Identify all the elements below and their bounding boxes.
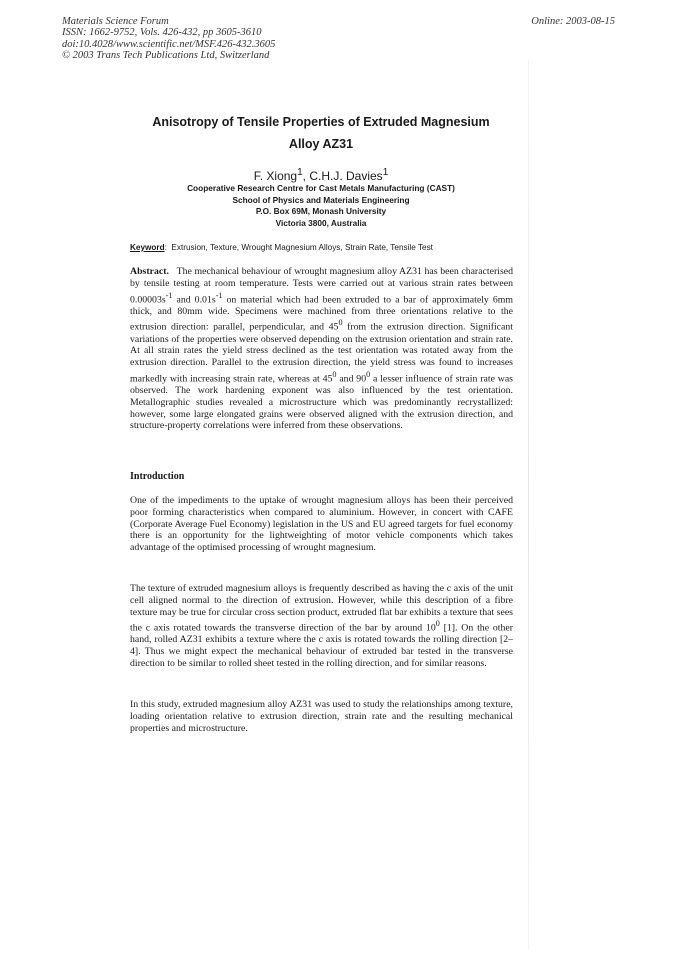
abstract-text: and 0.01s [172, 293, 216, 305]
paragraph-text-part: The texture of extruded magnesium alloys is frequently described as having the c axis of the unit cell aligned normal to the direction of extrusion. However, while this description of a fibre texture may be true for circular cross section product, extruded flat bar exhibits a texture that sees the c axis rotated towards the transverse direction of the bar by around 10 [130, 583, 513, 634]
keywords-colon: : [164, 243, 167, 252]
scan-margin-line [528, 60, 529, 950]
abstract-text: from the extrusion direction. Significant variations of the properties were observed depending on the extrusion orientation and strain rate. At all strain rates the yield stress declined as the test orientation was rotated away from the extrusion direction. Parallel to the extrusion direction, the yield stress was found to increases markedly with increasing strain rate, whereas at 45 [130, 321, 513, 385]
abstract-label: Abstract. [130, 266, 169, 277]
paragraph-text: One of the impediments to the uptake of wrought magnesium alloys has been their perceived poor forming characteristics when compared to aluminium. However, in concert with CAFE (Corporate Average Fuel Economy) legislation in the US and EU agreed targets for fuel economy there is an opportunity for the lightweighting of motor vehicle components which takes advantage of the optimised processing of wrought magnesium. [130, 495, 513, 554]
affiliation-block [130, 183, 512, 230]
author-separator: , [302, 169, 310, 183]
online-date: Online: 2003-08-15 [531, 16, 615, 27]
keywords-text: Extrusion, Texture, Wrought Magnesium Alloys, Strain Rate, Tensile Test [171, 243, 433, 252]
affiliation-line: School of Physics and Materials Engineering [232, 194, 410, 205]
affiliation-line: P.O. Box 69M, Monash University [255, 206, 387, 217]
author-1: F. Xiong [253, 169, 298, 183]
abstract-paragraph [130, 266, 513, 432]
author-list [130, 167, 512, 183]
paragraph-text: In this study, extruded magnesium alloy AZ31 was used to study the relationships among texture, loading orientation relative to extrusion direction, strain rate and the resulting mechanical properties and microstructure. [130, 699, 513, 734]
affiliation-line: Cooperative Research Centre for Cast Metals Manufacturing (CAST) [187, 183, 455, 193]
superscript: -1 [215, 290, 223, 300]
intro-paragraph-3 [130, 699, 513, 734]
intro-paragraph-2 [130, 583, 513, 670]
title-line-2: Alloy AZ31 [288, 137, 354, 151]
superscript: -1 [165, 290, 173, 300]
title-line-1: Anisotropy of Tensile Properties of Extruded Magnesium [152, 115, 490, 129]
keywords-label: Keyword [130, 243, 165, 252]
paragraph-text [130, 583, 513, 670]
superscript: 0 [332, 369, 337, 379]
affiliation-mark-2: 1 [382, 167, 389, 178]
abstract-text: and 90 [336, 373, 367, 385]
author-2: C.H.J. Davies [309, 169, 383, 183]
paragraph-text-part: [1]. On the other hand, rolled AZ31 exhibits a texture where the c axis is rotated towards the rolling direction [2–4]. Thus we might expect the mechanical behaviour of extruded bar tested in the transverse direction to be similar to rolled sheet tested in the rolling direction, and for similar reasons. [130, 622, 513, 670]
paper-title [130, 111, 512, 155]
superscript: 0 [366, 369, 371, 379]
journal-name: Materials Science Forum [62, 16, 169, 27]
intro-paragraph-1 [130, 495, 513, 554]
keywords-line [130, 243, 433, 252]
journal-doi[interactable]: doi:10.4028/www.scientific.net/MSF.426-432.3605 [62, 38, 276, 50]
superscript: 0 [435, 619, 440, 629]
journal-header [62, 16, 275, 61]
journal-copyright: © 2003 Trans Tech Publications Ltd, Switzerland [62, 49, 270, 61]
journal-issn: ISSN: 1662-9752, Vols. 426-432, pp 3605-3610 [62, 27, 262, 39]
abstract-text: The mechanical behaviour of wrought magnesium alloy AZ31 has been characterised by tensile testing at room temperature. Tests were carried out at various strain rates between 0.00003s [130, 266, 514, 305]
superscript: 0 [338, 318, 343, 328]
abstract-text: a lesser influence of strain rate was observed. The work hardening exponent was also influenced by the test orientation. Metallographic studies revealed a microstructure which was predominantly recrystallized: however, some large elongated grains were observed aligned with the extrusion direction, and structure-property correlations were inferred from these observations. [130, 373, 513, 432]
affiliation-mark-1: 1 [297, 167, 303, 178]
affiliation-line: Victoria 3800, Australia [275, 218, 367, 229]
abstract-text: on material which had been extruded to a bar of approximately 6mm thick, and 80mm wide. Specimens were machined from three orientations relative to the extrusion direction: parallel, perpendicular, and 45 [130, 293, 513, 333]
abstract [130, 266, 513, 432]
section-heading-introduction: Introduction [130, 471, 185, 482]
